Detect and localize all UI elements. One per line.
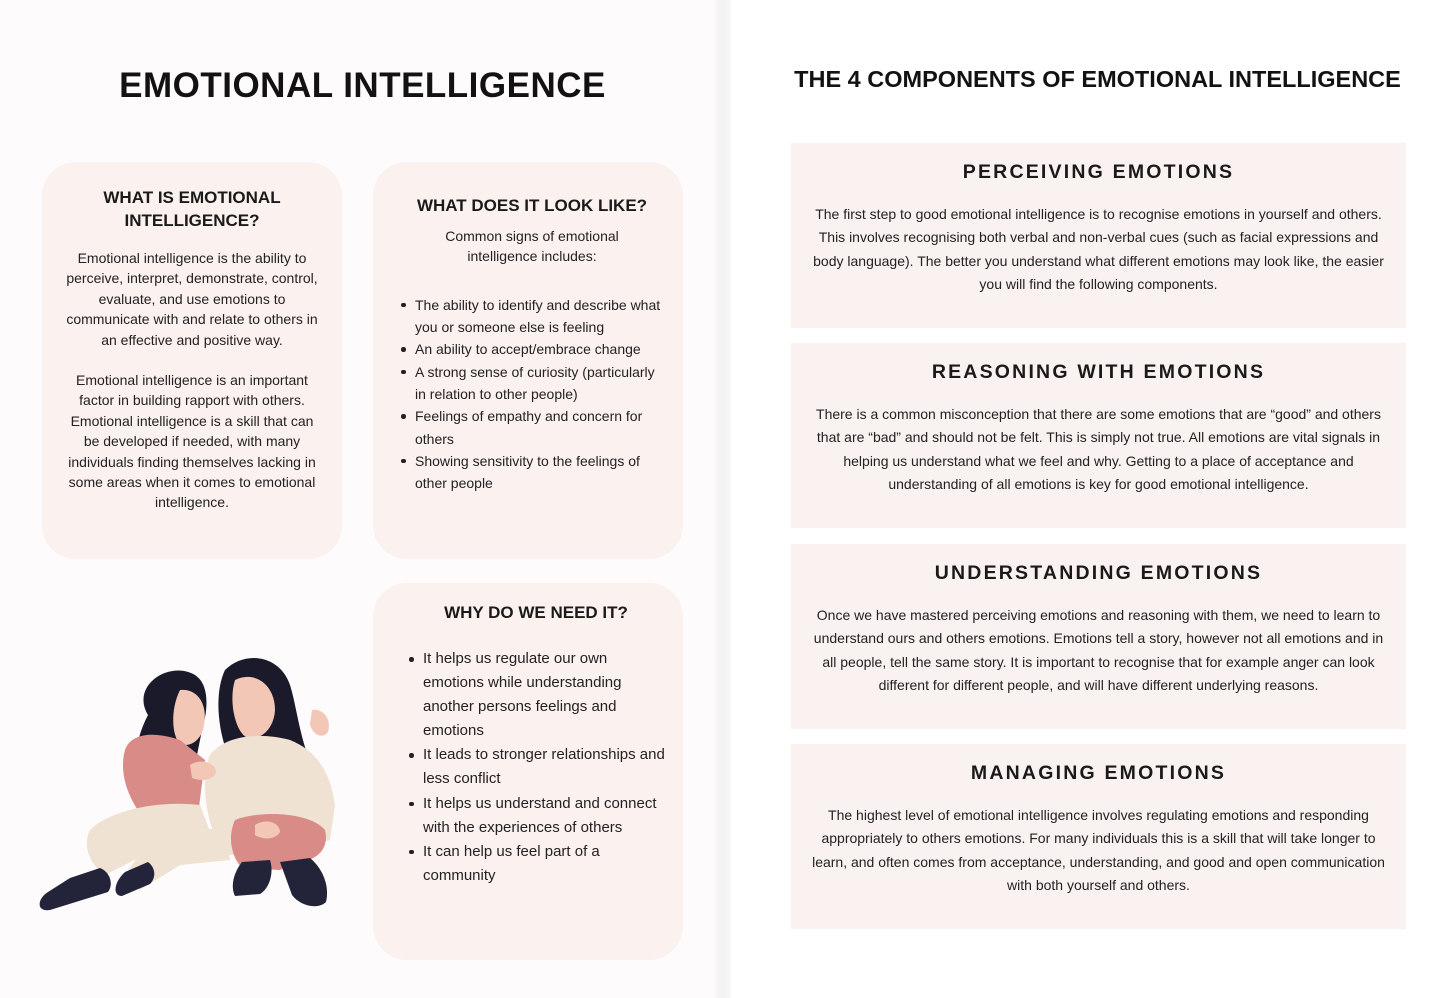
right-shoe-1 <box>233 860 272 896</box>
page-title: EMOTIONAL INTELLIGENCE <box>119 66 606 105</box>
section-heading: MANAGING EMOTIONS <box>970 762 1227 784</box>
look-like-list <box>397 294 667 495</box>
list-item: It helps us understand and connect with the experiences of others <box>423 792 667 840</box>
section-text: The first step to good emotional intelligence is to recognise emotions in yourself and others. This involves recognising both verbal and non-verbal cues (such as facial expressions and body language). The better you understand what different emotions may look like, the easier you will find the following components. <box>813 206 1384 292</box>
section-text: There is a common misconception that there are some emotions that are “good” and others that are “bad” and should not be felt. This is simply not true. All emotions are vital signals in helping us understand what we feel and why. Getting to a place of acceptance and understanding of all emotions is key for good emotional intelligence. <box>816 406 1381 492</box>
section-text: The highest level of emotional intelligence involves regulating emotions and responding appropriately to others emotions. For many individuals this is a skill that will take longer to learn, and often comes from acceptance, understanding, and good and open communication with both yourself and others. <box>812 807 1385 893</box>
list-item: Feelings of empathy and concern for others <box>415 405 667 450</box>
section-heading: REASONING WITH EMOTIONS <box>931 361 1266 383</box>
list-item: It helps us regulate our own emotions while understanding another persons feelings and emotions <box>423 647 667 743</box>
reasoning-with-emotions-section <box>791 343 1406 528</box>
two-friends-illustration <box>30 640 350 940</box>
understanding-emotions-section <box>791 544 1406 729</box>
perceiving-emotions-section <box>791 143 1406 328</box>
list-item: A strong sense of curiosity (particularly in relation to other people) <box>415 361 667 406</box>
list-item: It can help us feel part of a community <box>423 840 667 888</box>
what-is-paragraph-2: Emotional intelligence is an important factor in building rapport with others. Emotional intelligence is a skill that can be developed if needed, with many individuals finding themselves lacking in some areas when it comes to emotional intelligence. <box>68 372 316 511</box>
what-is-card <box>42 162 342 559</box>
what-does-it-look-like-card <box>373 162 683 559</box>
left-shoe-1 <box>40 868 111 910</box>
section-text: Once we have mastered perceiving emotions and reasoning with them, we need to learn to understand ours and others emotions. Emotions tell a story, however not all emotions and in all people, tell the same story. It is important to recognise that for example anger can look different for different people, and will have different underlying reasons. <box>813 607 1384 693</box>
look-like-heading: WHAT DOES IT LOOK LIKE? <box>416 196 648 215</box>
list-item: The ability to identify and describe what you or someone else is feeling <box>415 294 667 339</box>
why-need-list <box>405 647 667 888</box>
what-is-heading: WHAT IS EMOTIONAL INTELLIGENCE? <box>103 188 281 230</box>
section-heading: PERCEIVING EMOTIONS <box>962 161 1235 183</box>
right-shoe-2 <box>280 858 327 906</box>
what-is-paragraph-1: Emotional intelligence is the ability to perceive, interpret, demonstrate, control, evaluate, and use emotions to communicate with and relate to others in an effective and positive way. <box>66 250 318 348</box>
look-like-intro: Common signs of emotional intelligence includes: <box>445 228 619 265</box>
list-item: Showing sensitivity to the feelings of other people <box>415 450 667 495</box>
list-item: An ability to accept/embrace change <box>415 338 667 360</box>
managing-emotions-section <box>791 744 1406 929</box>
components-title: THE 4 COMPONENTS OF EMOTIONAL INTELLIGENCE <box>794 66 1401 92</box>
right-woman-hand <box>310 710 329 736</box>
why-do-we-need-it-card <box>373 583 683 960</box>
section-heading: UNDERSTANDING EMOTIONS <box>934 562 1263 584</box>
why-need-heading: WHY DO WE NEED IT? <box>444 603 628 622</box>
list-item: It leads to stronger relationships and less conflict <box>423 743 667 791</box>
